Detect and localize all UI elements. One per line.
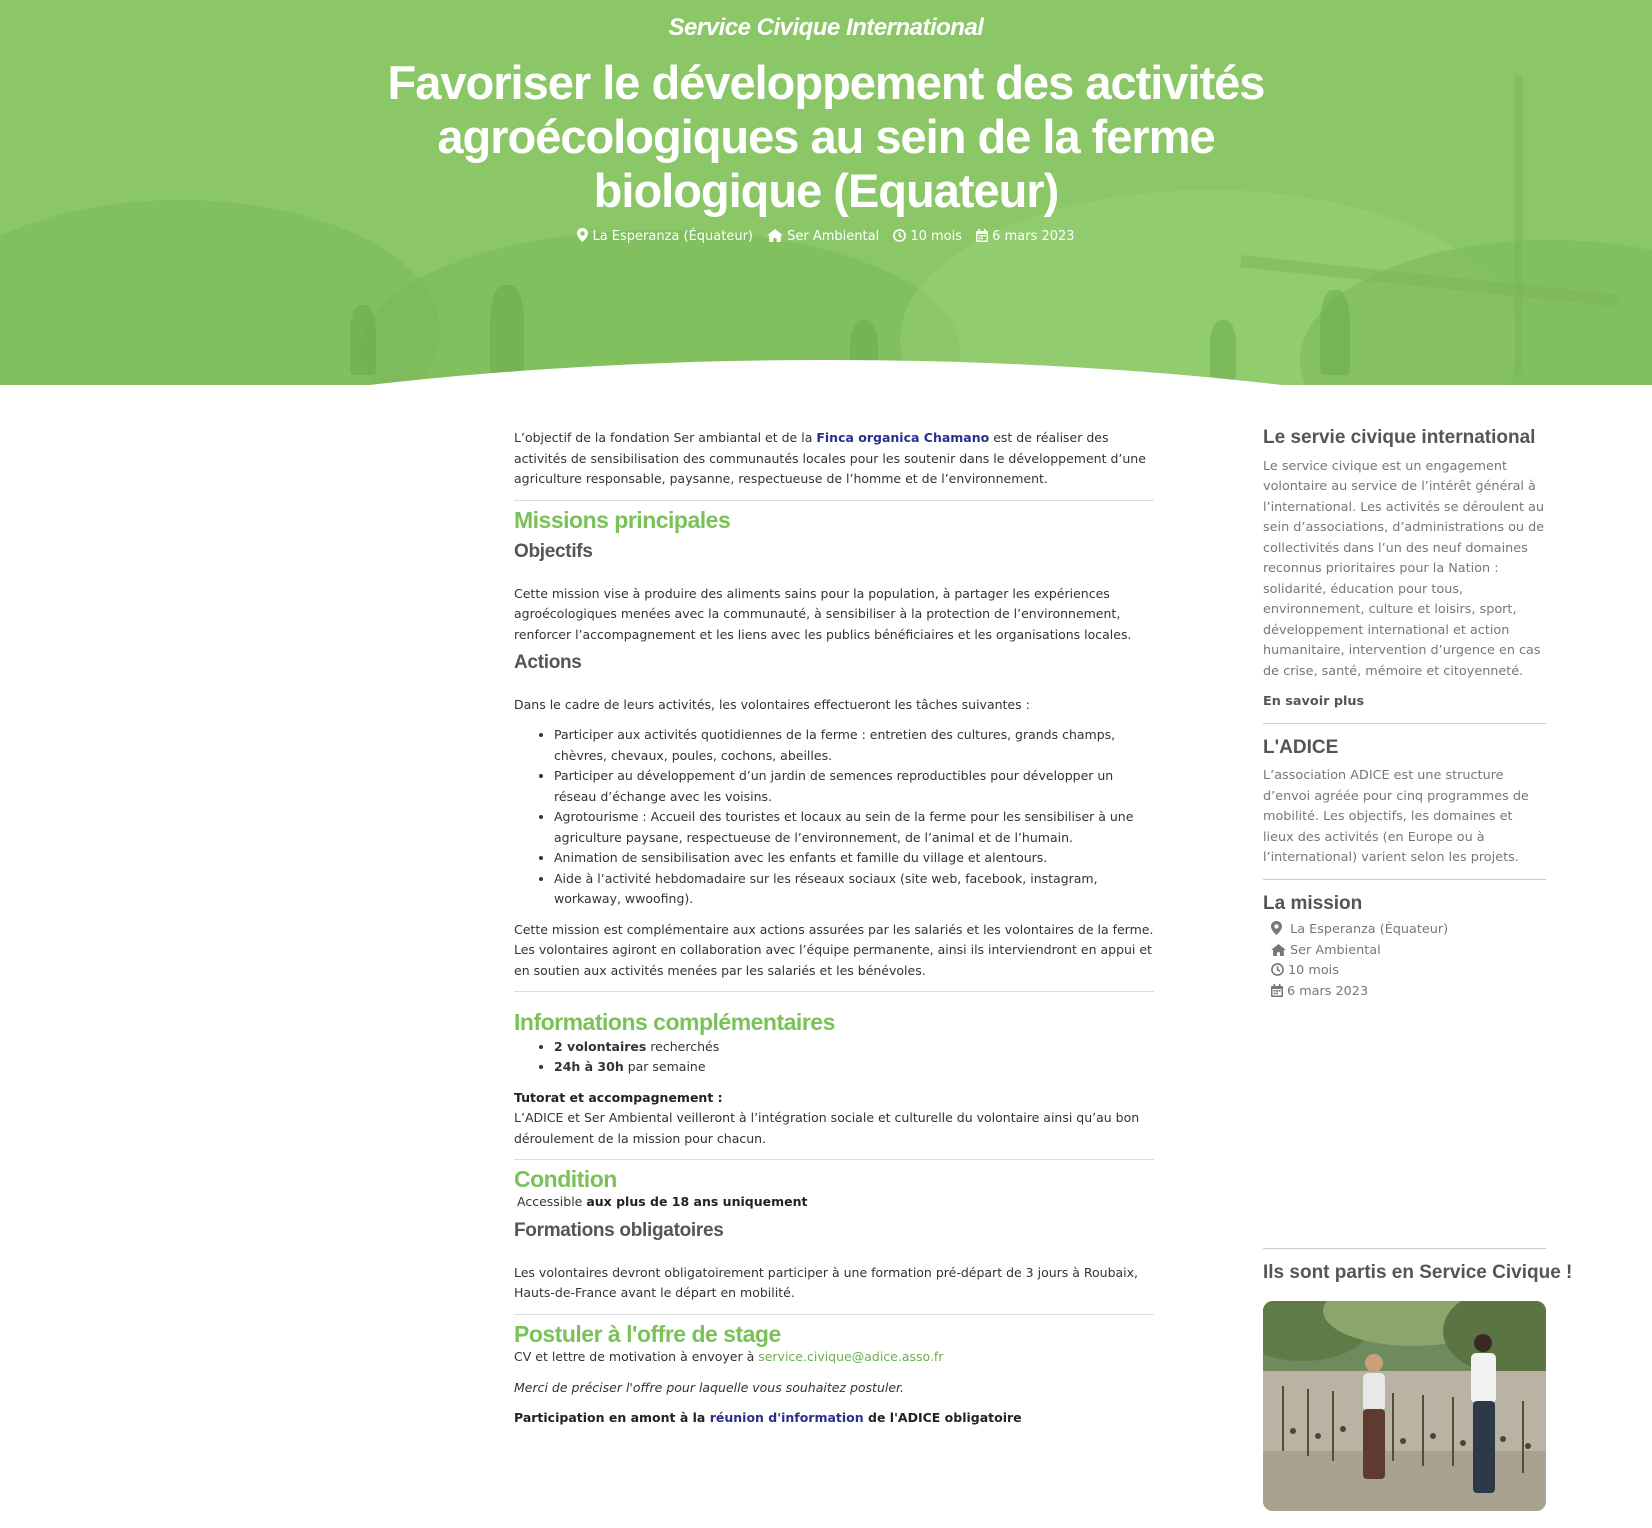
- actions-list: [514, 725, 1154, 910]
- calendar-icon: [976, 229, 988, 242]
- volunteers-photo: [1263, 1301, 1546, 1511]
- meta-organization-text: Ser Ambiental: [787, 229, 880, 244]
- meta-location: [577, 229, 757, 244]
- apply-cv-text: [514, 1347, 1154, 1368]
- apply-cv-label: CV et lettre de motivation à envoyer à: [514, 1349, 759, 1364]
- clock-icon: [893, 229, 906, 242]
- sidebar-mission-list: [1263, 920, 1546, 1002]
- tutorat-heading: Tutorat et accompagnement :: [514, 1089, 723, 1105]
- list-item: [1271, 961, 1546, 982]
- sidebar: [1263, 427, 1573, 1283]
- mission-location: La Esperanza (Équateur): [1290, 922, 1449, 937]
- objectifs-heading: Objectifs: [514, 541, 593, 562]
- divider: [1263, 1248, 1546, 1249]
- participation-text: de l'ADICE obligatoire: [863, 1410, 1022, 1425]
- apply-note: Merci de préciser l'offre pour laquelle vous souhaitez postuler.: [514, 1379, 905, 1395]
- volunteers-text: recherchés: [646, 1038, 720, 1054]
- condition-plain: Accessible: [517, 1193, 587, 1209]
- divider: [514, 1159, 1154, 1160]
- list-item: • Participer aux activités quotidiennes de la ferme : entretien des cultures, grands champs, chèvres, chevaux, poules, cochons, abeilles.: [554, 725, 1154, 766]
- map-pin-icon: [1271, 921, 1282, 935]
- email-link[interactable]: service.civique@adice.asso.fr: [758, 1349, 944, 1364]
- list-item: • Participer au développement d’un jardin de semences reproductibles pour développer un réseau d’échange avec les voisins.: [554, 766, 1154, 807]
- sidebar-sci-heading: Le servie civique international: [1263, 427, 1536, 448]
- hero-bg-post: [1515, 75, 1523, 375]
- condition-text: [514, 1192, 1154, 1213]
- participation-text: Participation en amont à la: [514, 1410, 710, 1425]
- meta-organization: [767, 229, 883, 244]
- meta-duration-text: 10 mois: [910, 229, 963, 244]
- hero-bg-person: [490, 285, 524, 375]
- intro-text: L’objectif de la fondation Ser ambiantal et de la: [514, 430, 817, 445]
- list-item: [1271, 941, 1546, 962]
- main-content: [514, 428, 1154, 1429]
- hero-bg-person: [350, 305, 376, 375]
- meta-location-text: La Esperanza (Équateur): [592, 229, 753, 244]
- sidebar-adice-heading: L'ADICE: [1263, 736, 1339, 758]
- finca-link[interactable]: Finca organica Chamano: [816, 430, 990, 445]
- mission-duration: 10 mois: [1288, 963, 1339, 978]
- hero-banner: [0, 0, 1652, 385]
- list-item: • Animation de sensibilisation avec les enfants et famille du village et alentours.: [554, 848, 1154, 869]
- calendar-icon: [1271, 984, 1283, 997]
- hero-kicker: Service Civique International: [668, 14, 984, 41]
- intro-text: est de réaliser des activités de sensibilisation des communautés locales pour les soutenir dans le développement d’une agriculture responsable, paysanne, respectueuse de l’homme et de l’environnement.: [514, 430, 1146, 486]
- home-icon: [1271, 944, 1286, 956]
- clock-icon: [1271, 963, 1284, 976]
- sidebar-partis-heading: Ils sont partis en Service Civique !: [1263, 1262, 1573, 1283]
- divider: [1263, 723, 1546, 724]
- divider: [514, 500, 1154, 501]
- infos-list: [514, 1037, 1154, 1078]
- infos-heading: Informations complémentaires: [514, 1009, 835, 1035]
- list-item: • Aide à l’activité hebdomadaire sur les réseaux sociaux (site web, facebook, instagram, workaway, wwoofing).: [554, 869, 1154, 910]
- mission-organization: Ser Ambiental: [1290, 942, 1381, 958]
- missions-heading: Missions principales: [514, 506, 731, 533]
- tutorat-text: L’ADICE et Ser Ambiental veilleront à l’intégration sociale et culturelle du volontaire ainsi qu’au bon déroulement de la mission pour chacun.: [514, 1110, 1140, 1146]
- meta-duration: [893, 229, 966, 244]
- condition-heading: Condition: [514, 1166, 617, 1192]
- list-item: [1271, 982, 1546, 1003]
- sidebar-adice-text: L’association ADICE est une structure d’envoi agréée pour cinq programmes de mobilité. Les objectifs, les domaines et lieux des activités (en Europe ou à l’international) varient selon les projets.: [1263, 768, 1529, 865]
- intro-paragraph: [514, 428, 1154, 490]
- info-meeting-link[interactable]: réunion d'information: [709, 1410, 864, 1425]
- hours-count: 24h à 30h: [554, 1059, 624, 1074]
- apply-heading: Postuler à l'offre de stage: [514, 1320, 781, 1347]
- sidebar-mission-heading: La mission: [1263, 892, 1363, 914]
- sidebar-sci-text: Le service civique est un engagement volontaire au service de l’intérêt général à l’international. Les activités se déroulent au sein d’associations, d’administrations ou de collectivités dans l’un des neuf domaines reconnus prioritaires pour la Nation : solidarité, éducation pour tous, environnement, culture et loisirs, sport, développement international et action humanitaire, intervention d’urgence en cas de crise, santé, mémoire et citoyenneté.: [1263, 458, 1545, 679]
- divider: [514, 991, 1154, 992]
- hours-text: par semaine: [623, 1059, 706, 1074]
- map-pin-icon: [577, 228, 588, 242]
- actions-heading: Actions: [514, 652, 582, 673]
- formations-text: Les volontaires devront obligatoirement participer à une formation pré-départ de 3 jours à Roubaix, Hauts-de-France avant le départ en mobilité.: [514, 1264, 1139, 1300]
- divider: [514, 1314, 1154, 1315]
- hero-bg-person: [1210, 320, 1236, 380]
- list-item: [554, 1037, 1154, 1058]
- meta-date: [976, 229, 1074, 244]
- missions-closing: Cette mission est complémentaire aux actions assurées par les salariés et les volontaires de la ferme. Les volontaires agiront en collaboration avec l’équipe permanente, ainsi ils interviendront en appui et en soutien aux activités menées par les salariés et les bénévoles.: [514, 921, 1154, 978]
- hero-meta: [0, 228, 1652, 244]
- volunteers-photo-image: [1263, 1301, 1546, 1511]
- apply-participation: [514, 1408, 1154, 1429]
- objectifs-text: Cette mission vise à produire des aliments sains pour la population, à partager les expériences agroécologiques menées avec la communauté, à sensibiliser à la protection de l’environnement, renforcer l’accompagnement et les liens avec les publics bénéficiaires et les organisations locales.: [514, 585, 1132, 642]
- list-item: • Agrotourisme : Accueil des touristes et locaux au sein de la ferme pour les sensibiliser à une agriculture paysane, respectueuse de l’environnement, de l’animal et de l’humain.: [554, 807, 1154, 848]
- list-item: [1271, 920, 1546, 941]
- volunteers-count: 2 volontaires: [554, 1038, 647, 1054]
- divider: [1263, 879, 1546, 880]
- en-savoir-plus-link[interactable]: En savoir plus: [1263, 694, 1365, 709]
- condition-bold: aux plus de 18 ans uniquement: [586, 1193, 808, 1209]
- home-icon: [767, 229, 783, 242]
- hero-bg-person: [1320, 290, 1350, 375]
- mission-date: 6 mars 2023: [1287, 983, 1369, 999]
- list-item: [554, 1057, 1154, 1078]
- formations-heading: Formations obligatoires: [514, 1220, 724, 1241]
- page-title: Favoriser le développement des activités agroécologiques au sein de la ferme biologique (Equateur): [387, 56, 1265, 217]
- actions-intro: Dans le cadre de leurs activités, les volontaires effectueront les tâches suivantes :: [514, 696, 1030, 712]
- meta-date-text: 6 mars 2023: [992, 229, 1075, 244]
